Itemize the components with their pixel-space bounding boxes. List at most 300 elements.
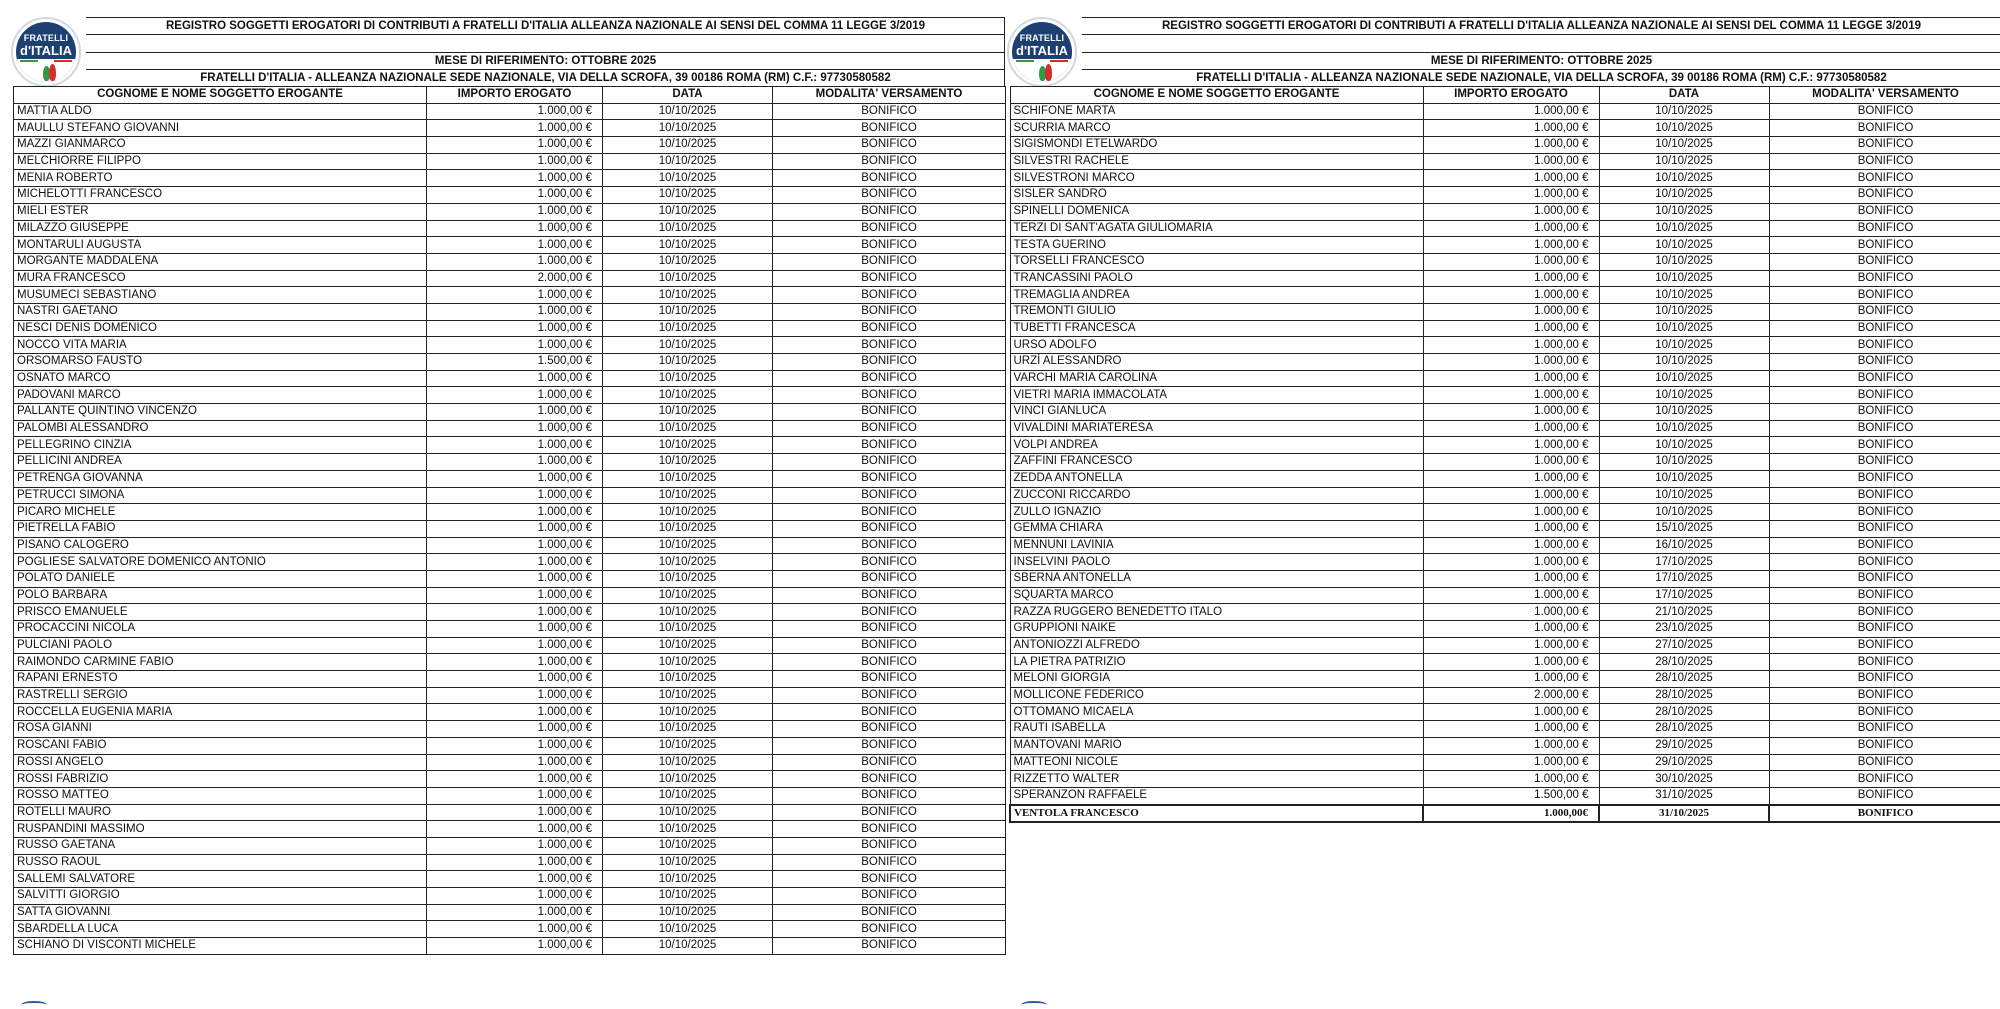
table-row xyxy=(14,137,1006,154)
table-row xyxy=(1010,537,2000,554)
payment-method-cell: BONIFICO xyxy=(1769,654,2000,671)
date-cell: 10/10/2025 xyxy=(603,570,773,587)
amount-cell: 1.000,00 € xyxy=(1423,237,1599,254)
payment-method-cell: BONIFICO xyxy=(773,938,1006,955)
date-cell: 29/10/2025 xyxy=(1599,737,1769,754)
amount-cell: 1.000,00 € xyxy=(427,854,603,871)
amount-cell: 1.000,00 € xyxy=(427,771,603,788)
payment-method-cell: BONIFICO xyxy=(773,237,1006,254)
table-row xyxy=(14,120,1006,137)
amount-cell: 1.000,00 € xyxy=(1423,220,1599,237)
amount-cell: 1.000,00 € xyxy=(1423,504,1599,521)
date-cell: 10/10/2025 xyxy=(603,487,773,504)
amount-cell: 1.000,00 € xyxy=(427,404,603,421)
payment-method-cell: BONIFICO xyxy=(773,687,1006,704)
donor-name-cell: RUSSO RAOUL xyxy=(14,854,427,871)
amount-cell: 1.000,00 € xyxy=(1423,253,1599,270)
donor-name-cell: ROTELLI MAURO xyxy=(14,804,427,821)
payment-method-cell: BONIFICO xyxy=(1769,671,2000,688)
amount-cell: 1.000,00 € xyxy=(1423,120,1599,137)
donor-name-cell: LA PIETRA PATRIZIO xyxy=(1010,654,1423,671)
table-row xyxy=(14,837,1006,854)
payment-method-cell: BONIFICO xyxy=(773,804,1006,821)
column-header-name: COGNOME E NOME SOGGETTO EROGANTE xyxy=(14,87,427,104)
donor-name-cell: SILVESTRI RACHELE xyxy=(1010,153,1423,170)
payment-method-cell: BONIFICO xyxy=(1769,487,2000,504)
date-cell: 10/10/2025 xyxy=(1599,220,1769,237)
date-cell: 10/10/2025 xyxy=(1599,303,1769,320)
table-row xyxy=(1010,637,2000,654)
payment-method-cell: BONIFICO xyxy=(773,270,1006,287)
amount-cell: 1.000,00 € xyxy=(427,787,603,804)
donor-name-cell: TESTA GUERINO xyxy=(1010,237,1423,254)
amount-cell: 1.500,00 € xyxy=(427,354,603,371)
amount-cell: 1.000,00 € xyxy=(427,804,603,821)
donor-name-cell: URSO ADOLFO xyxy=(1010,337,1423,354)
table-row xyxy=(1010,787,2000,804)
amount-cell: 2.000,00 € xyxy=(1423,687,1599,704)
payment-method-cell: BONIFICO xyxy=(773,387,1006,404)
donor-name-cell: PISANO CALOGERO xyxy=(14,537,427,554)
payment-method-cell: BONIFICO xyxy=(773,220,1006,237)
payment-method-cell: BONIFICO xyxy=(773,153,1006,170)
table-row xyxy=(14,437,1006,454)
donor-name-cell: VINCI GIANLUCA xyxy=(1010,404,1423,421)
table-row xyxy=(14,871,1006,888)
donor-name-cell: TORSELLI FRANCESCO xyxy=(1010,253,1423,270)
amount-cell: 1.000,00 € xyxy=(1423,337,1599,354)
payment-method-cell: BONIFICO xyxy=(773,137,1006,154)
payment-method-cell: BONIFICO xyxy=(773,871,1006,888)
amount-cell: 1.000,00 € xyxy=(1423,587,1599,604)
amount-cell: 1.000,00 € xyxy=(1423,754,1599,771)
payment-method-cell: BONIFICO xyxy=(773,821,1006,838)
table-row xyxy=(14,404,1006,421)
date-cell: 10/10/2025 xyxy=(1599,187,1769,204)
date-cell: 10/10/2025 xyxy=(603,671,773,688)
date-cell: 10/10/2025 xyxy=(603,520,773,537)
table-row xyxy=(1010,721,2000,738)
table-row xyxy=(1010,220,2000,237)
register-title: REGISTRO SOGGETTI EROGATORI DI CONTRIBUTI A FRATELLI D'ITALIA ALLEANZA NAZIONALE AI SENSI DEL COMMA 11 LEGGE 3/2019 xyxy=(86,17,1005,34)
donor-name-cell: MILAZZO GIUSEPPE xyxy=(14,220,427,237)
payment-method-cell: BONIFICO xyxy=(773,554,1006,571)
donor-name-cell: MUSUMECI SEBASTIANO xyxy=(14,287,427,304)
payment-method-cell: BONIFICO xyxy=(773,203,1006,220)
donor-name-cell: URZÌ ALESSANDRO xyxy=(1010,354,1423,371)
table-row xyxy=(14,103,1006,120)
donor-name-cell: RUSPANDINI MASSIMO xyxy=(14,821,427,838)
date-cell: 10/10/2025 xyxy=(603,754,773,771)
amount-cell: 1.000,00 € xyxy=(1423,287,1599,304)
table-row xyxy=(14,554,1006,571)
payment-method-cell: BONIFICO xyxy=(773,504,1006,521)
table-row xyxy=(14,771,1006,788)
amount-cell: 1.000,00 € xyxy=(1423,671,1599,688)
amount-cell: 1.000,00 € xyxy=(427,103,603,120)
table-row xyxy=(14,170,1006,187)
table-row xyxy=(1010,470,2000,487)
donor-name-cell: MORGANTE MADDALENA xyxy=(14,253,427,270)
date-cell: 10/10/2025 xyxy=(1599,270,1769,287)
payment-method-cell: BONIFICO xyxy=(1769,787,2000,804)
table-row xyxy=(1010,604,2000,621)
payment-method-cell: BONIFICO xyxy=(773,771,1006,788)
payment-method-cell: BONIFICO xyxy=(1769,270,2000,287)
payment-method-cell: BONIFICO xyxy=(1769,287,2000,304)
date-cell: 17/10/2025 xyxy=(1599,587,1769,604)
donor-name-cell: ZAFFINI FRANCESCO xyxy=(1010,454,1423,471)
date-cell: 10/10/2025 xyxy=(603,604,773,621)
date-cell: 10/10/2025 xyxy=(603,387,773,404)
table-row xyxy=(14,904,1006,921)
amount-cell: 1.000,00 € xyxy=(427,537,603,554)
payment-method-cell: BONIFICO xyxy=(773,904,1006,921)
donor-name-cell: PALLANTE QUINTINO VINCENZO xyxy=(14,404,427,421)
blank-header-row xyxy=(86,34,1005,51)
date-cell: 10/10/2025 xyxy=(1599,487,1769,504)
payment-method-cell: BONIFICO xyxy=(1769,587,2000,604)
date-cell: 10/10/2025 xyxy=(1599,153,1769,170)
donor-name-cell: ROSSI ANGELO xyxy=(14,754,427,771)
date-cell: 10/10/2025 xyxy=(1599,320,1769,337)
payment-method-cell: BONIFICO xyxy=(1769,704,2000,721)
date-cell: 10/10/2025 xyxy=(603,303,773,320)
amount-cell: 1.000,00 € xyxy=(1423,737,1599,754)
table-row xyxy=(1010,253,2000,270)
donor-name-cell: ZEDDA ANTONELLA xyxy=(1010,470,1423,487)
date-cell: 10/10/2025 xyxy=(1599,437,1769,454)
donor-name-cell: MURA FRANCESCO xyxy=(14,270,427,287)
donor-name-cell: PROCACCINI NICOLA xyxy=(14,621,427,638)
payment-method-cell: BONIFICO xyxy=(773,854,1006,871)
table-row xyxy=(14,787,1006,804)
donor-name-cell: SCHIFONE MARTA xyxy=(1010,103,1423,120)
donor-name-cell: OTTOMANO MICAELA xyxy=(1010,704,1423,721)
donor-name-cell: PIETRELLA FABIO xyxy=(14,520,427,537)
date-cell: 10/10/2025 xyxy=(1599,337,1769,354)
donor-name-cell: ROSA GIANNI xyxy=(14,721,427,738)
table-row xyxy=(1010,370,2000,387)
table-row xyxy=(1010,287,2000,304)
column-header-date: DATA xyxy=(1599,87,1769,104)
payment-method-cell: BONIFICO xyxy=(1769,320,2000,337)
date-cell: 10/10/2025 xyxy=(603,470,773,487)
payment-method-cell: BONIFICO xyxy=(773,420,1006,437)
donor-name-cell: SBERNA ANTONELLA xyxy=(1010,570,1423,587)
amount-cell: 1.000,00 € xyxy=(1423,170,1599,187)
amount-cell: 1.000,00 € xyxy=(427,470,603,487)
table-row xyxy=(14,604,1006,621)
table-row xyxy=(1010,170,2000,187)
date-cell: 10/10/2025 xyxy=(603,621,773,638)
payment-method-cell: BONIFICO xyxy=(773,454,1006,471)
donor-name-cell: INSELVINI PAOLO xyxy=(1010,554,1423,571)
date-cell: 15/10/2025 xyxy=(1599,520,1769,537)
date-cell: 10/10/2025 xyxy=(603,587,773,604)
column-header-name: COGNOME E NOME SOGGETTO EROGANTE xyxy=(1010,87,1423,104)
fratelli-ditalia-logo-icon: FRATELLI d'ITALIA xyxy=(11,17,81,87)
payment-method-cell: BONIFICO xyxy=(773,103,1006,120)
table-row xyxy=(1010,187,2000,204)
donor-name-cell: RUSSO GAETANA xyxy=(14,837,427,854)
table-row xyxy=(1010,337,2000,354)
payment-method-cell: BONIFICO xyxy=(773,837,1006,854)
donor-name-cell: PELLICINI ANDREA xyxy=(14,454,427,471)
table-row xyxy=(1010,203,2000,220)
amount-cell: 1.000,00 € xyxy=(1423,637,1599,654)
donor-name-cell: POLO BARBARA xyxy=(14,587,427,604)
table-row xyxy=(1010,270,2000,287)
date-cell: 10/10/2025 xyxy=(603,287,773,304)
date-cell: 10/10/2025 xyxy=(603,787,773,804)
date-cell: 28/10/2025 xyxy=(1599,654,1769,671)
donor-name-cell: MELONI GIORGIA xyxy=(1010,671,1423,688)
amount-cell: 1.000,00 € xyxy=(427,504,603,521)
amount-cell: 1.000,00 € xyxy=(427,604,603,621)
table-row xyxy=(1010,737,2000,754)
amount-cell: 1.000,00 € xyxy=(427,737,603,754)
payment-method-cell: BONIFICO xyxy=(1769,103,2000,120)
payment-method-cell: BONIFICO xyxy=(1769,120,2000,137)
donor-name-cell: MELCHIORRE FILIPPO xyxy=(14,153,427,170)
date-cell: 10/10/2025 xyxy=(1599,203,1769,220)
payment-method-cell: BONIFICO xyxy=(1769,637,2000,654)
date-cell: 10/10/2025 xyxy=(603,938,773,955)
date-cell: 10/10/2025 xyxy=(603,904,773,921)
donor-name-cell: RAPANI ERNESTO xyxy=(14,671,427,688)
donor-name-cell: VENTOLA FRANCESCO xyxy=(1010,805,1423,823)
table-row xyxy=(14,354,1006,371)
table-row xyxy=(14,320,1006,337)
table-row xyxy=(1010,554,2000,571)
table-row xyxy=(14,504,1006,521)
amount-cell: 1.000,00 € xyxy=(427,570,603,587)
donor-name-cell: SISLER SANDRO xyxy=(1010,187,1423,204)
payment-method-cell: BONIFICO xyxy=(1769,237,2000,254)
donor-name-cell: MENIA ROBERTO xyxy=(14,170,427,187)
donor-name-cell: MIELI ESTER xyxy=(14,203,427,220)
donor-name-cell: SIGISMONDI ETELWARDO xyxy=(1010,137,1423,154)
table-row xyxy=(1010,120,2000,137)
payment-method-cell: BONIFICO xyxy=(773,537,1006,554)
table-row xyxy=(1010,487,2000,504)
donor-name-cell: PETRENGA GIOVANNA xyxy=(14,470,427,487)
date-cell: 10/10/2025 xyxy=(603,437,773,454)
date-cell: 10/10/2025 xyxy=(1599,287,1769,304)
amount-cell: 1.000,00 € xyxy=(427,303,603,320)
table-row xyxy=(1010,704,2000,721)
table-row xyxy=(14,287,1006,304)
amount-cell: 1.000,00 € xyxy=(427,137,603,154)
date-cell: 17/10/2025 xyxy=(1599,570,1769,587)
amount-cell: 1.000,00 € xyxy=(1423,354,1599,371)
amount-cell: 1.000,00 € xyxy=(427,437,603,454)
column-header-amount: IMPORTO EROGATO xyxy=(1423,87,1599,104)
amount-cell: 1.000,00 € xyxy=(427,871,603,888)
table-row xyxy=(14,587,1006,604)
date-cell: 10/10/2025 xyxy=(603,120,773,137)
donor-name-cell: SCURRIA MARCO xyxy=(1010,120,1423,137)
amount-cell: 1.000,00 € xyxy=(1423,387,1599,404)
donor-name-cell: ZULLO IGNAZIO xyxy=(1010,504,1423,521)
donor-name-cell: VIETRI MARIA IMMACOLATA xyxy=(1010,387,1423,404)
table-row xyxy=(1010,320,2000,337)
payment-method-cell: BONIFICO xyxy=(773,253,1006,270)
payment-method-cell: BONIFICO xyxy=(1769,387,2000,404)
amount-cell: 1.000,00 € xyxy=(1423,454,1599,471)
donor-name-cell: POGLIESE SALVATORE DOMENICO ANTONIO xyxy=(14,554,427,571)
donor-name-cell: TUBETTI FRANCESCA xyxy=(1010,320,1423,337)
amount-cell: 1.000,00 € xyxy=(1423,654,1599,671)
donor-name-cell: PULCIANI PAOLO xyxy=(14,637,427,654)
table-row xyxy=(1010,354,2000,371)
date-cell: 10/10/2025 xyxy=(603,187,773,204)
payment-method-cell: BONIFICO xyxy=(773,671,1006,688)
payment-method-cell: BONIFICO xyxy=(773,604,1006,621)
date-cell: 10/10/2025 xyxy=(603,837,773,854)
donor-name-cell: MAULLU STEFANO GIOVANNI xyxy=(14,120,427,137)
amount-cell: 1.000,00 € xyxy=(427,520,603,537)
column-header-amount: IMPORTO EROGATO xyxy=(427,87,603,104)
amount-cell: 1.000,00 € xyxy=(427,654,603,671)
table-row xyxy=(14,721,1006,738)
column-header-payment-method: MODALITA' VERSAMENTO xyxy=(1769,87,2000,104)
table-row xyxy=(1010,137,2000,154)
donor-name-cell: PETRUCCI SIMONA xyxy=(14,487,427,504)
donor-name-cell: SBARDELLA LUCA xyxy=(14,921,427,938)
payment-method-cell: BONIFICO xyxy=(1769,554,2000,571)
date-cell: 30/10/2025 xyxy=(1599,771,1769,788)
payment-method-cell: BONIFICO xyxy=(773,487,1006,504)
table-row xyxy=(1010,771,2000,788)
amount-cell: 1.000,00 € xyxy=(427,387,603,404)
payment-method-cell: BONIFICO xyxy=(773,754,1006,771)
date-cell: 10/10/2025 xyxy=(1599,253,1769,270)
date-cell: 10/10/2025 xyxy=(603,404,773,421)
table-row xyxy=(14,220,1006,237)
amount-cell: 1.000,00 € xyxy=(427,587,603,604)
amount-cell: 1.000,00 € xyxy=(427,120,603,137)
donor-name-cell: PADOVANI MARCO xyxy=(14,387,427,404)
payment-method-cell: BONIFICO xyxy=(773,787,1006,804)
donor-name-cell: NASTRI GAETANO xyxy=(14,303,427,320)
amount-cell: 1.000,00 € xyxy=(1423,153,1599,170)
date-cell: 10/10/2025 xyxy=(603,821,773,838)
date-cell: 10/10/2025 xyxy=(603,687,773,704)
table-row xyxy=(14,537,1006,554)
date-cell: 28/10/2025 xyxy=(1599,704,1769,721)
payment-method-cell: BONIFICO xyxy=(1769,454,2000,471)
donor-name-cell: ANTONIOZZI ALFREDO xyxy=(1010,637,1423,654)
table-row xyxy=(14,654,1006,671)
donor-name-cell: MICHELOTTI FRANCESCO xyxy=(14,187,427,204)
payment-method-cell: BONIFICO xyxy=(1769,470,2000,487)
payment-method-cell: BONIFICO xyxy=(773,437,1006,454)
date-cell: 10/10/2025 xyxy=(603,137,773,154)
donor-name-cell: SQUARTA MARCO xyxy=(1010,587,1423,604)
payment-method-cell: BONIFICO xyxy=(1769,570,2000,587)
amount-cell: 1.000,00 € xyxy=(1423,721,1599,738)
amount-cell: 1.000,00 € xyxy=(1423,370,1599,387)
donor-name-cell: TRANCASSINI PAOLO xyxy=(1010,270,1423,287)
payment-method-cell: BONIFICO xyxy=(773,404,1006,421)
table-row xyxy=(1010,520,2000,537)
donor-name-cell: PALOMBI ALESSANDRO xyxy=(14,420,427,437)
donor-name-cell: PICARO MICHELE xyxy=(14,504,427,521)
amount-cell: 1.500,00 € xyxy=(1423,787,1599,804)
amount-cell: 1.000,00 € xyxy=(427,687,603,704)
date-cell: 29/10/2025 xyxy=(1599,754,1769,771)
date-cell: 10/10/2025 xyxy=(603,170,773,187)
table-row xyxy=(14,203,1006,220)
payment-method-cell: BONIFICO xyxy=(1769,437,2000,454)
amount-cell: 1.000,00 € xyxy=(1423,570,1599,587)
payment-method-cell: BONIFICO xyxy=(773,187,1006,204)
party-address: FRATELLI D'ITALIA - ALLEANZA NAZIONALE SEDE NAZIONALE, VIA DELLA SCROFA, 39 00186 ROMA (RM) C.F.: 97730580582 xyxy=(1082,69,2000,86)
donor-name-cell: PELLEGRINO CINZIA xyxy=(14,437,427,454)
blank-header-row xyxy=(1082,34,2000,51)
payment-method-cell: BONIFICO xyxy=(773,654,1006,671)
donor-name-cell: GEMMA CHIARA xyxy=(1010,520,1423,537)
donor-name-cell: ROSSO MATTEO xyxy=(14,787,427,804)
date-cell: 28/10/2025 xyxy=(1599,687,1769,704)
date-cell: 10/10/2025 xyxy=(1599,454,1769,471)
date-cell: 21/10/2025 xyxy=(1599,604,1769,621)
donor-name-cell: SILVESTRONI MARCO xyxy=(1010,170,1423,187)
date-cell: 27/10/2025 xyxy=(1599,637,1769,654)
amount-cell: 1.000,00 € xyxy=(1423,303,1599,320)
amount-cell: 1.000,00 € xyxy=(1423,404,1599,421)
date-cell: 10/10/2025 xyxy=(603,704,773,721)
table-row xyxy=(14,454,1006,471)
donor-name-cell: OSNATO MARCO xyxy=(14,370,427,387)
table-row xyxy=(1010,654,2000,671)
payment-method-cell: BONIFICO xyxy=(1769,737,2000,754)
date-cell: 10/10/2025 xyxy=(603,370,773,387)
table-row xyxy=(1010,504,2000,521)
amount-cell: 1.000,00 € xyxy=(1423,187,1599,204)
amount-cell: 1.000,00 € xyxy=(427,454,603,471)
table-row xyxy=(14,487,1006,504)
date-cell: 10/10/2025 xyxy=(603,804,773,821)
payment-method-cell: BONIFICO xyxy=(1769,420,2000,437)
table-row xyxy=(14,420,1006,437)
amount-cell: 1.000,00 € xyxy=(1423,771,1599,788)
table-row xyxy=(14,737,1006,754)
table-row xyxy=(1010,153,2000,170)
payment-method-cell: BONIFICO xyxy=(1769,370,2000,387)
date-cell: 10/10/2025 xyxy=(603,320,773,337)
payment-method-cell: BONIFICO xyxy=(1769,604,2000,621)
amount-cell: 1.000,00€ xyxy=(1423,805,1599,823)
donor-name-cell: PRISCO EMANUELE xyxy=(14,604,427,621)
next-page-logo-icon xyxy=(1021,1001,1047,1009)
payment-method-cell: BONIFICO xyxy=(1769,504,2000,521)
payment-method-cell: BONIFICO xyxy=(1769,805,2000,823)
amount-cell: 1.000,00 € xyxy=(427,237,603,254)
amount-cell: 1.000,00 € xyxy=(427,203,603,220)
date-cell: 10/10/2025 xyxy=(1599,420,1769,437)
date-cell: 23/10/2025 xyxy=(1599,621,1769,638)
date-cell: 10/10/2025 xyxy=(603,337,773,354)
amount-cell: 1.000,00 € xyxy=(427,621,603,638)
amount-cell: 1.000,00 € xyxy=(427,554,603,571)
date-cell: 10/10/2025 xyxy=(1599,387,1769,404)
amount-cell: 1.000,00 € xyxy=(1423,520,1599,537)
date-cell: 10/10/2025 xyxy=(603,888,773,905)
amount-cell: 1.000,00 € xyxy=(427,938,603,955)
